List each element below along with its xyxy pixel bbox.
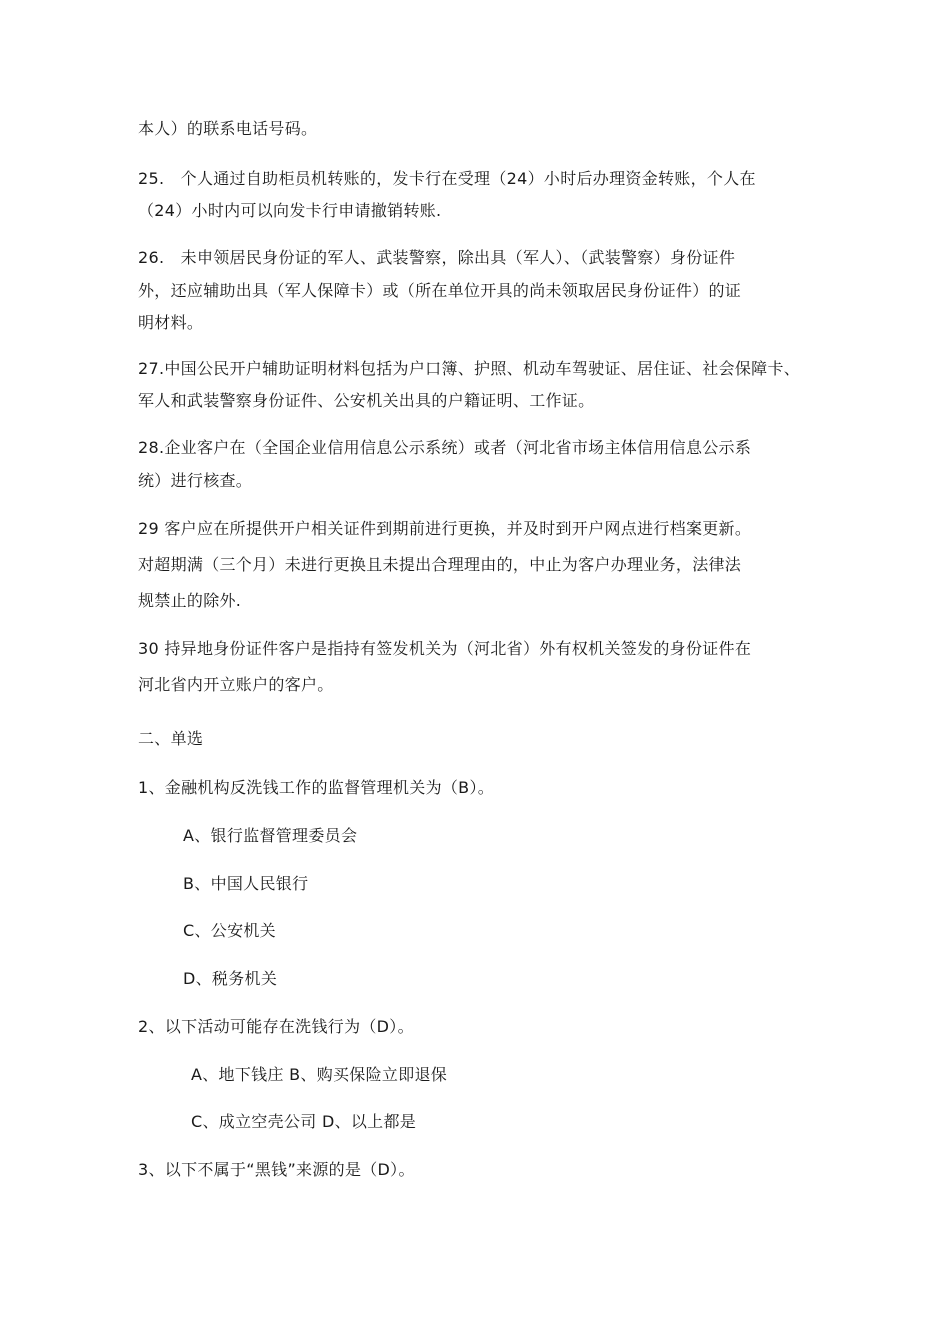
item-27-line-1: 27.中国公民开户辅助证明材料包括为户口簿、护照、机动车驾驶证、居住证、社会保障卡、 (138, 359, 801, 378)
question-1: 1、金融机构反洗钱工作的监督管理机关为（B）。 (138, 778, 495, 797)
item-26-line-2: 外，还应辅助出具（军人保障卡）或（所在单位开具的尚未领取居民身份证件）的证 (138, 281, 742, 300)
question-2-options-cd: C、成立空壳公司 D、以上都是 (191, 1112, 417, 1131)
section-heading: 二、单选 (138, 729, 204, 748)
item-29-line-3: 规禁止的除外. (138, 591, 242, 610)
item-29-line-2: 对超期满（三个月）未进行更换且未提出合理理由的，中止为客户办理业务，法律法 (138, 555, 742, 574)
item-28-line-1: 28.企业客户在（全国企业信用信息公示系统）或者（河北省市场主体信用信息公示系 (138, 438, 752, 457)
item-26-line-3: 明材料。 (138, 313, 204, 332)
question-2: 2、以下活动可能存在洗钱行为（D）。 (138, 1017, 414, 1036)
item-25-line-2: （24）小时内可以向发卡行申请撤销转账. (138, 201, 442, 220)
text-line: 本人）的联系电话号码。 (138, 119, 318, 138)
item-29-line-1: 29 客户应在所提供开户相关证件到期前进行更换，并及时到开户网点进行档案更新。 (138, 519, 752, 538)
item-30-line-1: 30 持异地身份证件客户是指持有签发机关为（河北省）外有权机关签发的身份证件在 (138, 639, 752, 658)
question-1-option-c: C、公安机关 (183, 921, 276, 940)
item-25-line-1: 25. 个人通过自助柜员机转账的，发卡行在受理（24）小时后办理资金转账，个人在 (138, 169, 756, 188)
question-1-option-d: D、税务机关 (183, 969, 278, 988)
question-1-option-a: A、银行监督管理委员会 (183, 826, 358, 845)
question-3: 3、以下不属于“黑钱”来源的是（D）。 (138, 1160, 415, 1179)
item-26-line-1: 26. 未申领居民身份证的军人、武装警察，除出具（军人）、（武装警察）身份证件 (138, 248, 736, 267)
question-2-options-ab: A、地下钱庄 B、购买保险立即退保 (191, 1065, 448, 1084)
item-30-line-2: 河北省内开立账户的客户。 (138, 675, 334, 694)
item-28-line-2: 统）进行核查。 (138, 471, 253, 490)
question-1-option-b: B、中国人民银行 (183, 874, 309, 893)
item-27-line-2: 军人和武装警察身份证件、公安机关出具的户籍证明、工作证。 (138, 391, 595, 410)
